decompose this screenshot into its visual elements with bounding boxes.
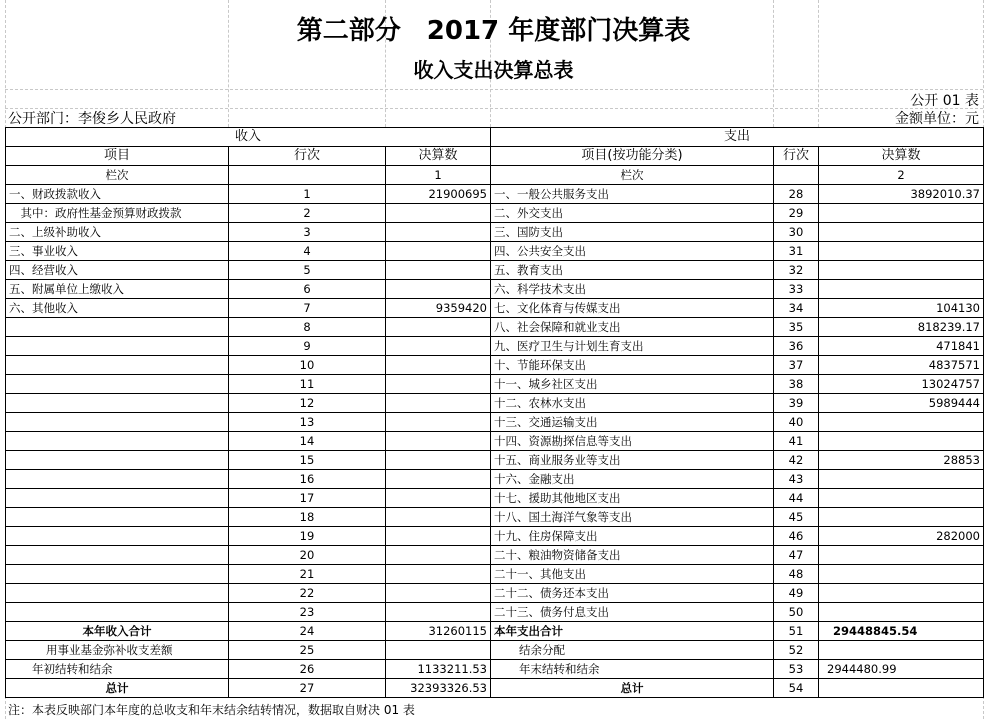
income-amount xyxy=(386,565,491,584)
expense-item: 本年支出合计 xyxy=(491,622,774,641)
expense-row-no: 41 xyxy=(774,432,819,451)
income-row-no: 15 xyxy=(229,451,386,470)
expense-item: 二、外交支出 xyxy=(491,204,774,223)
expense-amount xyxy=(819,261,984,280)
col-exp-item: 项目(按功能分类) xyxy=(491,147,774,166)
expense-row-no: 49 xyxy=(774,584,819,603)
income-item xyxy=(6,584,229,603)
income-item xyxy=(6,470,229,489)
page-title: 第二部分 2017 年度部门决算表 xyxy=(296,16,691,46)
expense-amount: 13024757 xyxy=(819,375,984,394)
income-amount xyxy=(386,641,491,660)
income-amount: 9359420 xyxy=(386,299,491,318)
expense-item: 十九、住房保障支出 xyxy=(491,527,774,546)
income-amount xyxy=(386,242,491,261)
income-item: 二、上级补助收入 xyxy=(6,223,229,242)
income-row-no: 18 xyxy=(229,508,386,527)
summary-row xyxy=(6,641,984,660)
expense-amount xyxy=(819,603,984,622)
footnote: 注：本表反映部门本年度的总收支和年末结余结转情况，数据取自财决 01 表 xyxy=(8,703,415,717)
lanci-expense: 2 xyxy=(819,166,984,185)
expense-row-no: 52 xyxy=(774,641,819,660)
expense-item: 八、社会保障和就业支出 xyxy=(491,318,774,337)
expense-amount xyxy=(819,223,984,242)
expense-row-no: 50 xyxy=(774,603,819,622)
expense-row-no: 30 xyxy=(774,223,819,242)
col-item: 项目 xyxy=(6,147,229,166)
expense-amount: 471841 xyxy=(819,337,984,356)
income-item xyxy=(6,565,229,584)
income-amount xyxy=(386,318,491,337)
income-amount xyxy=(386,489,491,508)
amount-unit: 金额单位：元 xyxy=(895,111,979,127)
income-item xyxy=(6,527,229,546)
expense-row-no: 35 xyxy=(774,318,819,337)
table-row xyxy=(6,603,984,622)
expense-item: 结余分配 xyxy=(491,641,774,660)
income-amount: 32393326.53 xyxy=(386,679,491,698)
expense-amount xyxy=(819,470,984,489)
summary-row xyxy=(6,679,984,698)
summary-row xyxy=(6,660,984,679)
expense-item: 二十三、债务付息支出 xyxy=(491,603,774,622)
income-item xyxy=(6,546,229,565)
income-amount xyxy=(386,546,491,565)
income-row-no: 2 xyxy=(229,204,386,223)
expense-item: 十四、资源勘探信息等支出 xyxy=(491,432,774,451)
expense-amount xyxy=(819,641,984,660)
expense-row-no: 39 xyxy=(774,394,819,413)
expense-item: 二十、粮油物资储备支出 xyxy=(491,546,774,565)
income-row-no: 23 xyxy=(229,603,386,622)
cell xyxy=(229,166,386,185)
summary-row xyxy=(6,622,984,641)
expense-amount xyxy=(819,508,984,527)
income-item xyxy=(6,451,229,470)
income-item: 年初结转和结余 xyxy=(6,660,229,679)
table-row xyxy=(6,489,984,508)
col-row: 行次 xyxy=(229,147,386,166)
table-number: 公开 01 表 xyxy=(910,93,979,109)
expense-item: 十、节能环保支出 xyxy=(491,356,774,375)
income-amount xyxy=(386,356,491,375)
income-item: 一、财政拨款收入 xyxy=(6,185,229,204)
expense-amount: 29448845.54 xyxy=(819,622,984,641)
table-row xyxy=(6,318,984,337)
expense-row-no: 37 xyxy=(774,356,819,375)
table-row xyxy=(6,584,984,603)
expense-row-no: 53 xyxy=(774,660,819,679)
income-row-no: 7 xyxy=(229,299,386,318)
income-row-no: 20 xyxy=(229,546,386,565)
income-item: 其中：政府性基金预算财政拨款 xyxy=(6,204,229,223)
expense-amount xyxy=(819,679,984,698)
expense-item: 九、医疗卫生与计划生育支出 xyxy=(491,337,774,356)
expense-item: 四、公共安全支出 xyxy=(491,242,774,261)
expense-amount: 818239.17 xyxy=(819,318,984,337)
income-row-no: 22 xyxy=(229,584,386,603)
expense-row-no: 47 xyxy=(774,546,819,565)
income-amount xyxy=(386,527,491,546)
expense-row-no: 34 xyxy=(774,299,819,318)
income-row-no: 4 xyxy=(229,242,386,261)
expense-row-no: 28 xyxy=(774,185,819,204)
income-row-no: 8 xyxy=(229,318,386,337)
income-row-no: 21 xyxy=(229,565,386,584)
expense-amount xyxy=(819,432,984,451)
income-row-no: 26 xyxy=(229,660,386,679)
expense-item: 十一、城乡社区支出 xyxy=(491,375,774,394)
table-row xyxy=(6,261,984,280)
expense-amount xyxy=(819,546,984,565)
expense-amount: 282000 xyxy=(819,527,984,546)
expense-item: 十六、金融支出 xyxy=(491,470,774,489)
department: 公开部门：李俊乡人民政府 xyxy=(8,111,176,127)
income-item xyxy=(6,318,229,337)
lanci-label: 栏次 xyxy=(6,166,229,185)
expense-item: 二十一、其他支出 xyxy=(491,565,774,584)
expense-amount xyxy=(819,242,984,261)
expense-item: 十二、农林水支出 xyxy=(491,394,774,413)
expense-row-no: 48 xyxy=(774,565,819,584)
expense-row-no: 54 xyxy=(774,679,819,698)
expense-amount xyxy=(819,204,984,223)
col-amount: 决算数 xyxy=(386,147,491,166)
income-amount xyxy=(386,337,491,356)
expense-item: 三、国防支出 xyxy=(491,223,774,242)
expense-header: 支出 xyxy=(491,128,984,147)
income-row-no: 27 xyxy=(229,679,386,698)
income-row-no: 13 xyxy=(229,413,386,432)
income-item xyxy=(6,432,229,451)
income-amount: 31260115 xyxy=(386,622,491,641)
income-amount: 21900695 xyxy=(386,185,491,204)
income-item xyxy=(6,489,229,508)
expense-row-no: 38 xyxy=(774,375,819,394)
col-row: 行次 xyxy=(774,147,819,166)
expense-amount: 3892010.37 xyxy=(819,185,984,204)
expense-item: 六、科学技术支出 xyxy=(491,280,774,299)
income-amount: 1133211.53 xyxy=(386,660,491,679)
table-row xyxy=(6,204,984,223)
table-row xyxy=(6,508,984,527)
expense-item: 五、教育支出 xyxy=(491,261,774,280)
income-amount xyxy=(386,603,491,622)
expense-row-no: 40 xyxy=(774,413,819,432)
income-header: 收入 xyxy=(6,128,491,147)
income-amount xyxy=(386,508,491,527)
expense-item: 十五、商业服务业等支出 xyxy=(491,451,774,470)
expense-row-no: 33 xyxy=(774,280,819,299)
income-amount xyxy=(386,261,491,280)
income-row-no: 11 xyxy=(229,375,386,394)
income-row-no: 14 xyxy=(229,432,386,451)
income-amount xyxy=(386,413,491,432)
table-row xyxy=(6,185,984,204)
table-row xyxy=(6,299,984,318)
expense-item: 十七、援助其他地区支出 xyxy=(491,489,774,508)
income-row-no: 19 xyxy=(229,527,386,546)
income-item: 总计 xyxy=(6,679,229,698)
expense-row-no: 51 xyxy=(774,622,819,641)
expense-amount xyxy=(819,280,984,299)
expense-row-no: 29 xyxy=(774,204,819,223)
table-row xyxy=(6,242,984,261)
income-item: 四、经营收入 xyxy=(6,261,229,280)
expense-item: 年末结转和结余 xyxy=(491,660,774,679)
table-row xyxy=(6,356,984,375)
income-row-no: 17 xyxy=(229,489,386,508)
cell xyxy=(774,166,819,185)
income-item xyxy=(6,337,229,356)
table-row xyxy=(6,223,984,242)
table-row xyxy=(6,451,984,470)
expense-amount xyxy=(819,565,984,584)
col-amount: 决算数 xyxy=(819,147,984,166)
income-amount xyxy=(386,451,491,470)
expense-row-no: 43 xyxy=(774,470,819,489)
expense-item: 总计 xyxy=(491,679,774,698)
table-row xyxy=(6,413,984,432)
table-row xyxy=(6,527,984,546)
expense-amount: 4837571 xyxy=(819,356,984,375)
income-item: 用事业基金弥补收支差额 xyxy=(6,641,229,660)
table-row xyxy=(6,546,984,565)
expense-item: 十三、交通运输支出 xyxy=(491,413,774,432)
page-subtitle: 收入支出决算总表 xyxy=(413,58,574,82)
table-row xyxy=(6,470,984,489)
expense-item: 七、文化体育与传媒支出 xyxy=(491,299,774,318)
expense-item: 二十二、债务还本支出 xyxy=(491,584,774,603)
income-row-no: 16 xyxy=(229,470,386,489)
income-item: 五、附属单位上缴收入 xyxy=(6,280,229,299)
expense-amount: 28853 xyxy=(819,451,984,470)
lanci-label: 栏次 xyxy=(491,166,774,185)
income-amount xyxy=(386,394,491,413)
income-row-no: 3 xyxy=(229,223,386,242)
expense-amount xyxy=(819,413,984,432)
expense-amount xyxy=(819,584,984,603)
expense-item: 一、一般公共服务支出 xyxy=(491,185,774,204)
income-item xyxy=(6,603,229,622)
expense-row-no: 44 xyxy=(774,489,819,508)
table-row xyxy=(6,394,984,413)
expense-amount: 5989444 xyxy=(819,394,984,413)
gridline xyxy=(5,89,983,90)
income-amount xyxy=(386,432,491,451)
income-row-no: 5 xyxy=(229,261,386,280)
income-row-no: 25 xyxy=(229,641,386,660)
income-amount xyxy=(386,584,491,603)
expense-item: 十八、国土海洋气象等支出 xyxy=(491,508,774,527)
expense-amount: 2944480.99 xyxy=(819,660,984,679)
income-row-no: 24 xyxy=(229,622,386,641)
income-item: 三、事业收入 xyxy=(6,242,229,261)
income-amount xyxy=(386,280,491,299)
expense-row-no: 36 xyxy=(774,337,819,356)
income-item xyxy=(6,375,229,394)
income-amount xyxy=(386,470,491,489)
income-row-no: 10 xyxy=(229,356,386,375)
income-row-no: 6 xyxy=(229,280,386,299)
table-row xyxy=(6,375,984,394)
income-item xyxy=(6,394,229,413)
income-item xyxy=(6,356,229,375)
expense-amount xyxy=(819,489,984,508)
expense-row-no: 45 xyxy=(774,508,819,527)
table-row xyxy=(6,337,984,356)
expense-row-no: 31 xyxy=(774,242,819,261)
expense-row-no: 32 xyxy=(774,261,819,280)
expense-row-no: 42 xyxy=(774,451,819,470)
income-item: 本年收入合计 xyxy=(6,622,229,641)
income-item xyxy=(6,413,229,432)
expense-amount: 104130 xyxy=(819,299,984,318)
income-amount xyxy=(386,223,491,242)
income-amount xyxy=(386,375,491,394)
income-row-no: 1 xyxy=(229,185,386,204)
lanci-income: 1 xyxy=(386,166,491,185)
income-item xyxy=(6,508,229,527)
income-row-no: 9 xyxy=(229,337,386,356)
table-row xyxy=(6,565,984,584)
budget-table xyxy=(5,127,984,698)
table-row xyxy=(6,280,984,299)
income-amount xyxy=(386,204,491,223)
expense-row-no: 46 xyxy=(774,527,819,546)
income-item: 六、其他收入 xyxy=(6,299,229,318)
table-row xyxy=(6,432,984,451)
income-row-no: 12 xyxy=(229,394,386,413)
